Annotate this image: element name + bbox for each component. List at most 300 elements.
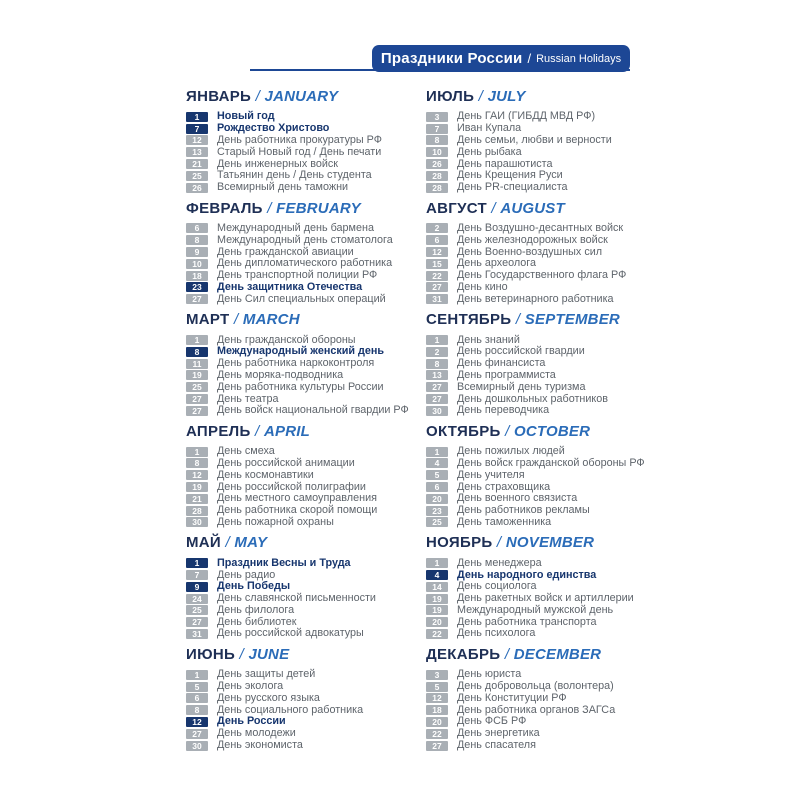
month-name-russian: АПРЕЛЬ <box>186 422 251 440</box>
month-name-separator: / <box>229 311 243 329</box>
month-name-english: SEPTEMBER <box>524 311 620 329</box>
month-name-separator: / <box>486 199 501 217</box>
date-badge: 15 <box>426 259 448 269</box>
holiday-row <box>186 581 426 593</box>
month-section <box>426 646 666 752</box>
holiday-row <box>186 681 426 693</box>
date-badge: 2 <box>426 223 448 233</box>
holiday-row <box>426 581 666 593</box>
holiday-list <box>426 111 666 194</box>
month-name-russian: ИЮЛЬ <box>426 88 475 105</box>
holiday-row <box>186 569 426 581</box>
holiday-name: Всемирный день туризма <box>457 380 586 393</box>
holiday-row <box>426 146 666 158</box>
holiday-name: День защитника Отечества <box>217 280 363 293</box>
holiday-name: День народного единства <box>457 568 597 581</box>
holiday-row <box>426 681 666 693</box>
month-section <box>186 534 426 640</box>
holiday-name: День войск национальной гвардии РФ <box>217 404 409 417</box>
date-badge: 27 <box>426 394 448 404</box>
holiday-row <box>186 557 426 569</box>
holiday-row <box>186 728 426 740</box>
month-name-russian: НОЯБРЬ <box>426 534 493 552</box>
date-badge: 19 <box>426 605 448 615</box>
holiday-row <box>426 728 666 740</box>
holiday-row <box>426 593 666 605</box>
month-heading <box>186 534 426 551</box>
date-badge: 6 <box>426 482 448 492</box>
holiday-name: День психолога <box>457 627 536 640</box>
holiday-row <box>186 346 426 358</box>
holiday-row <box>426 170 666 182</box>
holiday-name: День славянской письменности <box>217 592 376 605</box>
holiday-name: День Конституции РФ <box>457 691 567 704</box>
holiday-row <box>186 716 426 728</box>
month-name-english: JULY <box>487 88 526 105</box>
holiday-row <box>426 111 666 123</box>
holiday-name: День энергетика <box>457 727 540 740</box>
month-name-english: DECEMBER <box>513 645 602 663</box>
month-name-russian: ЯНВАРЬ <box>186 88 252 105</box>
holiday-name: Татьянин день / День студента <box>217 169 372 182</box>
date-badge: 1 <box>186 112 208 122</box>
date-badge: 5 <box>186 682 208 692</box>
holiday-name: День кино <box>457 280 508 293</box>
date-badge: 28 <box>426 171 448 181</box>
month-name-russian: ИЮНЬ <box>186 645 236 663</box>
holiday-name: День российской полиграфии <box>217 480 366 493</box>
holiday-row <box>426 569 666 581</box>
date-badge: 8 <box>186 458 208 468</box>
holiday-row <box>426 716 666 728</box>
holiday-name: День Военно-воздушных сил <box>457 245 603 258</box>
holiday-name: День транспортной полиции РФ <box>217 269 378 282</box>
header-banner <box>372 45 630 72</box>
holiday-name: День инженерных войск <box>217 157 338 170</box>
holiday-name: День добровольца (волонтера) <box>457 680 614 693</box>
month-name-english: OCTOBER <box>514 422 591 440</box>
date-badge: 10 <box>186 259 208 269</box>
holiday-name: День переводчика <box>457 404 550 417</box>
month-name-separator: / <box>500 422 515 440</box>
holiday-row <box>426 282 666 294</box>
holiday-row <box>186 282 426 294</box>
holiday-name: День железнодорожных войск <box>457 233 608 246</box>
date-badge: 21 <box>186 494 208 504</box>
holiday-name: День дошкольных работников <box>457 392 609 405</box>
holiday-name: День PR-специалиста <box>457 181 568 194</box>
holiday-name: День спасателя <box>457 739 536 752</box>
month-name-russian: ДЕКАБРЬ <box>426 645 501 663</box>
date-badge: 5 <box>426 682 448 692</box>
date-badge: 12 <box>186 135 208 145</box>
holiday-row <box>186 446 426 458</box>
date-badge: 30 <box>186 741 208 751</box>
holiday-name: День дипломатического работника <box>217 257 393 270</box>
month-section <box>186 200 426 306</box>
holiday-row <box>426 692 666 704</box>
holiday-row <box>186 393 426 405</box>
holiday-row <box>186 481 426 493</box>
holiday-name: День Сил специальных операций <box>217 292 386 305</box>
holiday-row <box>186 370 426 382</box>
holiday-row <box>186 158 426 170</box>
date-badge: 8 <box>426 135 448 145</box>
right-column <box>426 88 666 757</box>
month-name-english: JUNE <box>248 645 290 663</box>
holiday-name: День ФСБ РФ <box>457 715 527 728</box>
date-badge: 1 <box>426 335 448 345</box>
holiday-name: День гражданской авиации <box>217 245 354 258</box>
date-badge: 9 <box>186 582 208 592</box>
holiday-name: День смеха <box>217 445 275 458</box>
month-section <box>426 423 666 529</box>
date-badge: 22 <box>426 729 448 739</box>
holiday-list <box>426 223 666 306</box>
month-name-english: MAY <box>234 534 268 552</box>
holiday-row <box>426 293 666 305</box>
date-badge: 1 <box>186 335 208 345</box>
holiday-name: День местного самоуправления <box>217 492 377 505</box>
month-name-separator: / <box>474 88 488 105</box>
date-badge: 12 <box>186 470 208 480</box>
holiday-row <box>186 258 426 270</box>
holiday-row <box>186 135 426 147</box>
holiday-row <box>186 123 426 135</box>
date-badge: 11 <box>186 359 208 369</box>
holiday-name: День театра <box>217 392 279 405</box>
holiday-row <box>426 493 666 505</box>
month-name-separator: / <box>500 645 514 663</box>
holiday-row <box>186 469 426 481</box>
month-name-separator: / <box>511 311 525 329</box>
date-badge: 24 <box>186 594 208 604</box>
date-badge: 4 <box>426 570 448 580</box>
holiday-row <box>186 669 426 681</box>
holiday-name: День таможенника <box>457 515 552 528</box>
holiday-row <box>426 234 666 246</box>
holiday-name: День филолога <box>217 603 295 616</box>
date-badge: 31 <box>426 294 448 304</box>
month-heading <box>426 534 666 551</box>
date-badge: 25 <box>186 171 208 181</box>
date-badge: 7 <box>426 124 448 134</box>
holiday-name: День Крещения Руси <box>457 169 563 182</box>
date-badge: 3 <box>426 670 448 680</box>
holiday-row <box>186 146 426 158</box>
date-badge: 27 <box>426 382 448 392</box>
month-section <box>186 423 426 529</box>
date-badge: 1 <box>186 670 208 680</box>
date-badge: 28 <box>426 183 448 193</box>
holiday-row <box>426 123 666 135</box>
holiday-row <box>186 182 426 194</box>
month-name-russian: МАРТ <box>186 311 230 329</box>
holiday-row <box>186 270 426 282</box>
title-separator: / <box>527 51 532 66</box>
date-badge: 6 <box>186 693 208 703</box>
holiday-list <box>186 446 426 529</box>
holiday-list <box>426 557 666 640</box>
holiday-name: День Государственного флага РФ <box>457 269 627 282</box>
holiday-row <box>186 505 426 517</box>
holiday-name: День эколога <box>217 680 284 693</box>
date-badge: 8 <box>426 359 448 369</box>
holiday-row <box>186 358 426 370</box>
holiday-name: День ГАИ (ГИБДД МВД РФ) <box>457 110 596 123</box>
holiday-name: День работника органов ЗАГСа <box>457 703 616 716</box>
month-name-english: AUGUST <box>500 199 565 217</box>
date-badge: 26 <box>426 159 448 169</box>
date-badge: 4 <box>426 458 448 468</box>
date-badge: 13 <box>426 370 448 380</box>
date-badge: 9 <box>186 247 208 257</box>
date-badge: 6 <box>426 235 448 245</box>
holiday-name: День космонавтики <box>217 468 314 481</box>
holiday-row <box>186 704 426 716</box>
month-heading <box>186 646 426 663</box>
holiday-row <box>426 405 666 417</box>
date-badge: 8 <box>186 347 208 357</box>
month-section <box>186 311 426 417</box>
date-badge: 7 <box>186 124 208 134</box>
holiday-row <box>426 270 666 282</box>
date-badge: 31 <box>186 629 208 639</box>
holiday-name: День работника транспорта <box>457 615 597 628</box>
holiday-row <box>186 405 426 417</box>
month-name-separator: / <box>250 422 264 440</box>
date-badge: 18 <box>186 271 208 281</box>
holiday-row <box>186 605 426 617</box>
holiday-row <box>426 223 666 235</box>
date-badge: 13 <box>186 147 208 157</box>
month-name-english: FEBRUARY <box>276 199 361 217</box>
holiday-list <box>186 557 426 640</box>
month-section <box>426 311 666 417</box>
date-badge: 20 <box>426 617 448 627</box>
holiday-name: День программиста <box>457 368 556 381</box>
date-badge: 7 <box>186 570 208 580</box>
date-badge: 6 <box>186 223 208 233</box>
date-badge: 3 <box>426 112 448 122</box>
date-badge: 26 <box>186 183 208 193</box>
month-section <box>426 200 666 306</box>
date-badge: 5 <box>426 470 448 480</box>
holiday-row <box>186 692 426 704</box>
holiday-row <box>426 605 666 617</box>
holiday-row <box>426 616 666 628</box>
months-grid <box>186 88 676 757</box>
holiday-name: День России <box>217 715 286 728</box>
date-badge: 21 <box>186 159 208 169</box>
holiday-name: День работника прокуратуры РФ <box>217 133 382 146</box>
month-name-russian: АВГУСТ <box>426 199 487 217</box>
holiday-row <box>186 740 426 752</box>
holiday-row <box>426 358 666 370</box>
month-name-english: JANUARY <box>264 88 339 105</box>
holiday-row <box>426 346 666 358</box>
date-badge: 12 <box>426 693 448 703</box>
holiday-row <box>426 557 666 569</box>
month-heading <box>426 311 666 328</box>
month-name-separator: / <box>262 199 277 217</box>
month-heading <box>186 88 426 105</box>
holiday-name: День библиотек <box>217 615 297 628</box>
holiday-row <box>186 493 426 505</box>
holiday-list <box>426 334 666 417</box>
month-section <box>426 534 666 640</box>
holiday-name: День российской гвардии <box>457 345 585 358</box>
holiday-row <box>186 223 426 235</box>
holiday-name: День войск гражданской обороны РФ <box>457 456 645 469</box>
holiday-list <box>186 111 426 194</box>
month-name-separator: / <box>492 534 506 552</box>
holiday-row <box>426 135 666 147</box>
month-name-russian: МАЙ <box>186 534 222 552</box>
holiday-row <box>186 381 426 393</box>
holiday-row <box>426 469 666 481</box>
date-badge: 28 <box>186 506 208 516</box>
date-badge: 14 <box>426 582 448 592</box>
holiday-name: День российской анимации <box>217 456 355 469</box>
holiday-name: День экономиста <box>217 739 303 752</box>
date-badge: 25 <box>426 517 448 527</box>
holiday-row <box>426 370 666 382</box>
holiday-row <box>426 246 666 258</box>
date-badge: 1 <box>186 447 208 457</box>
date-badge: 19 <box>186 370 208 380</box>
date-badge: 30 <box>186 517 208 527</box>
holiday-name: День пожарной охраны <box>217 515 334 528</box>
date-badge: 22 <box>426 629 448 639</box>
date-badge: 19 <box>426 594 448 604</box>
holiday-row <box>426 381 666 393</box>
holiday-row <box>186 628 426 640</box>
holiday-row <box>426 446 666 458</box>
date-badge: 27 <box>186 394 208 404</box>
holiday-name: День ветеринарного работника <box>457 292 614 305</box>
holiday-name: День работника скорой помощи <box>217 504 378 517</box>
holiday-name: День военного связиста <box>457 492 578 505</box>
holiday-row <box>186 593 426 605</box>
holiday-name: День менеджера <box>457 556 542 569</box>
holiday-name: День работника наркоконтроля <box>217 357 375 370</box>
date-badge: 2 <box>426 347 448 357</box>
holiday-row <box>186 334 426 346</box>
holiday-name: День молодежи <box>217 727 296 740</box>
holiday-name: День социального работника <box>217 703 364 716</box>
page-title-russian: Праздники России <box>380 50 523 67</box>
month-name-english: MARCH <box>242 311 300 329</box>
holiday-name: День ракетных войск и артиллерии <box>457 592 634 605</box>
holiday-name: День археолога <box>457 257 536 270</box>
date-badge: 27 <box>426 741 448 751</box>
date-badge: 18 <box>426 705 448 715</box>
month-heading <box>426 200 666 217</box>
holiday-name: День рыбака <box>457 145 522 158</box>
month-name-separator: / <box>251 88 265 105</box>
holiday-name: День радио <box>217 568 276 581</box>
holiday-list <box>186 334 426 417</box>
holiday-name: День знаний <box>457 333 520 346</box>
date-badge: 25 <box>186 382 208 392</box>
holiday-name: Праздник Весны и Труда <box>217 556 351 569</box>
left-column <box>186 88 426 757</box>
month-heading <box>426 423 666 440</box>
holiday-name: Международный день стоматолога <box>217 233 393 246</box>
holiday-row <box>426 740 666 752</box>
month-name-separator: / <box>221 534 235 552</box>
date-badge: 27 <box>186 406 208 416</box>
date-badge: 27 <box>186 617 208 627</box>
month-name-english: NOVEMBER <box>505 534 595 552</box>
holiday-name: День пожилых людей <box>457 445 565 458</box>
holiday-row <box>186 517 426 529</box>
date-badge: 20 <box>426 494 448 504</box>
holiday-row <box>426 258 666 270</box>
page-title-english: Russian Holidays <box>536 52 622 65</box>
holiday-row <box>426 517 666 529</box>
date-badge: 23 <box>186 282 208 292</box>
holiday-list <box>426 446 666 529</box>
holiday-name: День работников рекламы <box>457 504 590 517</box>
holiday-row <box>426 393 666 405</box>
holiday-row <box>426 628 666 640</box>
month-heading <box>426 646 666 663</box>
date-badge: 27 <box>186 294 208 304</box>
holiday-list <box>426 669 666 752</box>
holiday-row <box>426 704 666 716</box>
holiday-name: День страховщика <box>457 480 551 493</box>
date-badge: 1 <box>426 558 448 568</box>
month-name-russian: СЕНТЯБРЬ <box>426 311 512 329</box>
holiday-name: День работника культуры России <box>217 380 384 393</box>
holiday-row <box>186 458 426 470</box>
holiday-name: День моряка-подводника <box>217 368 344 381</box>
holiday-name: День Воздушно-десантных войск <box>457 221 624 234</box>
month-heading <box>186 200 426 217</box>
holiday-name: День семьи, любви и верности <box>457 133 612 146</box>
date-badge: 8 <box>186 235 208 245</box>
month-heading <box>186 423 426 440</box>
holiday-name: День защиты детей <box>217 668 316 681</box>
holiday-row <box>186 246 426 258</box>
month-name-english: APRIL <box>263 422 310 440</box>
holiday-row <box>186 170 426 182</box>
date-badge: 27 <box>426 282 448 292</box>
holiday-name: Международный день бармена <box>217 221 374 234</box>
date-badge: 27 <box>186 729 208 739</box>
holiday-name: Новый год <box>217 110 275 123</box>
holiday-name: День юриста <box>457 668 522 681</box>
holiday-name: Международный мужской день <box>457 603 614 616</box>
date-badge: 1 <box>426 447 448 457</box>
date-badge: 1 <box>186 558 208 568</box>
holiday-row <box>186 234 426 246</box>
date-badge: 12 <box>186 717 208 727</box>
holiday-name: Иван Купала <box>457 122 522 135</box>
date-badge: 8 <box>186 705 208 715</box>
holiday-row <box>186 293 426 305</box>
month-name-russian: ОКТЯБРЬ <box>426 422 501 440</box>
date-badge: 22 <box>426 271 448 281</box>
date-badge: 30 <box>426 406 448 416</box>
date-badge: 20 <box>426 717 448 727</box>
holiday-name: День учителя <box>457 468 525 481</box>
holiday-row <box>426 334 666 346</box>
holiday-name: День социолога <box>457 580 537 593</box>
holiday-row <box>426 182 666 194</box>
